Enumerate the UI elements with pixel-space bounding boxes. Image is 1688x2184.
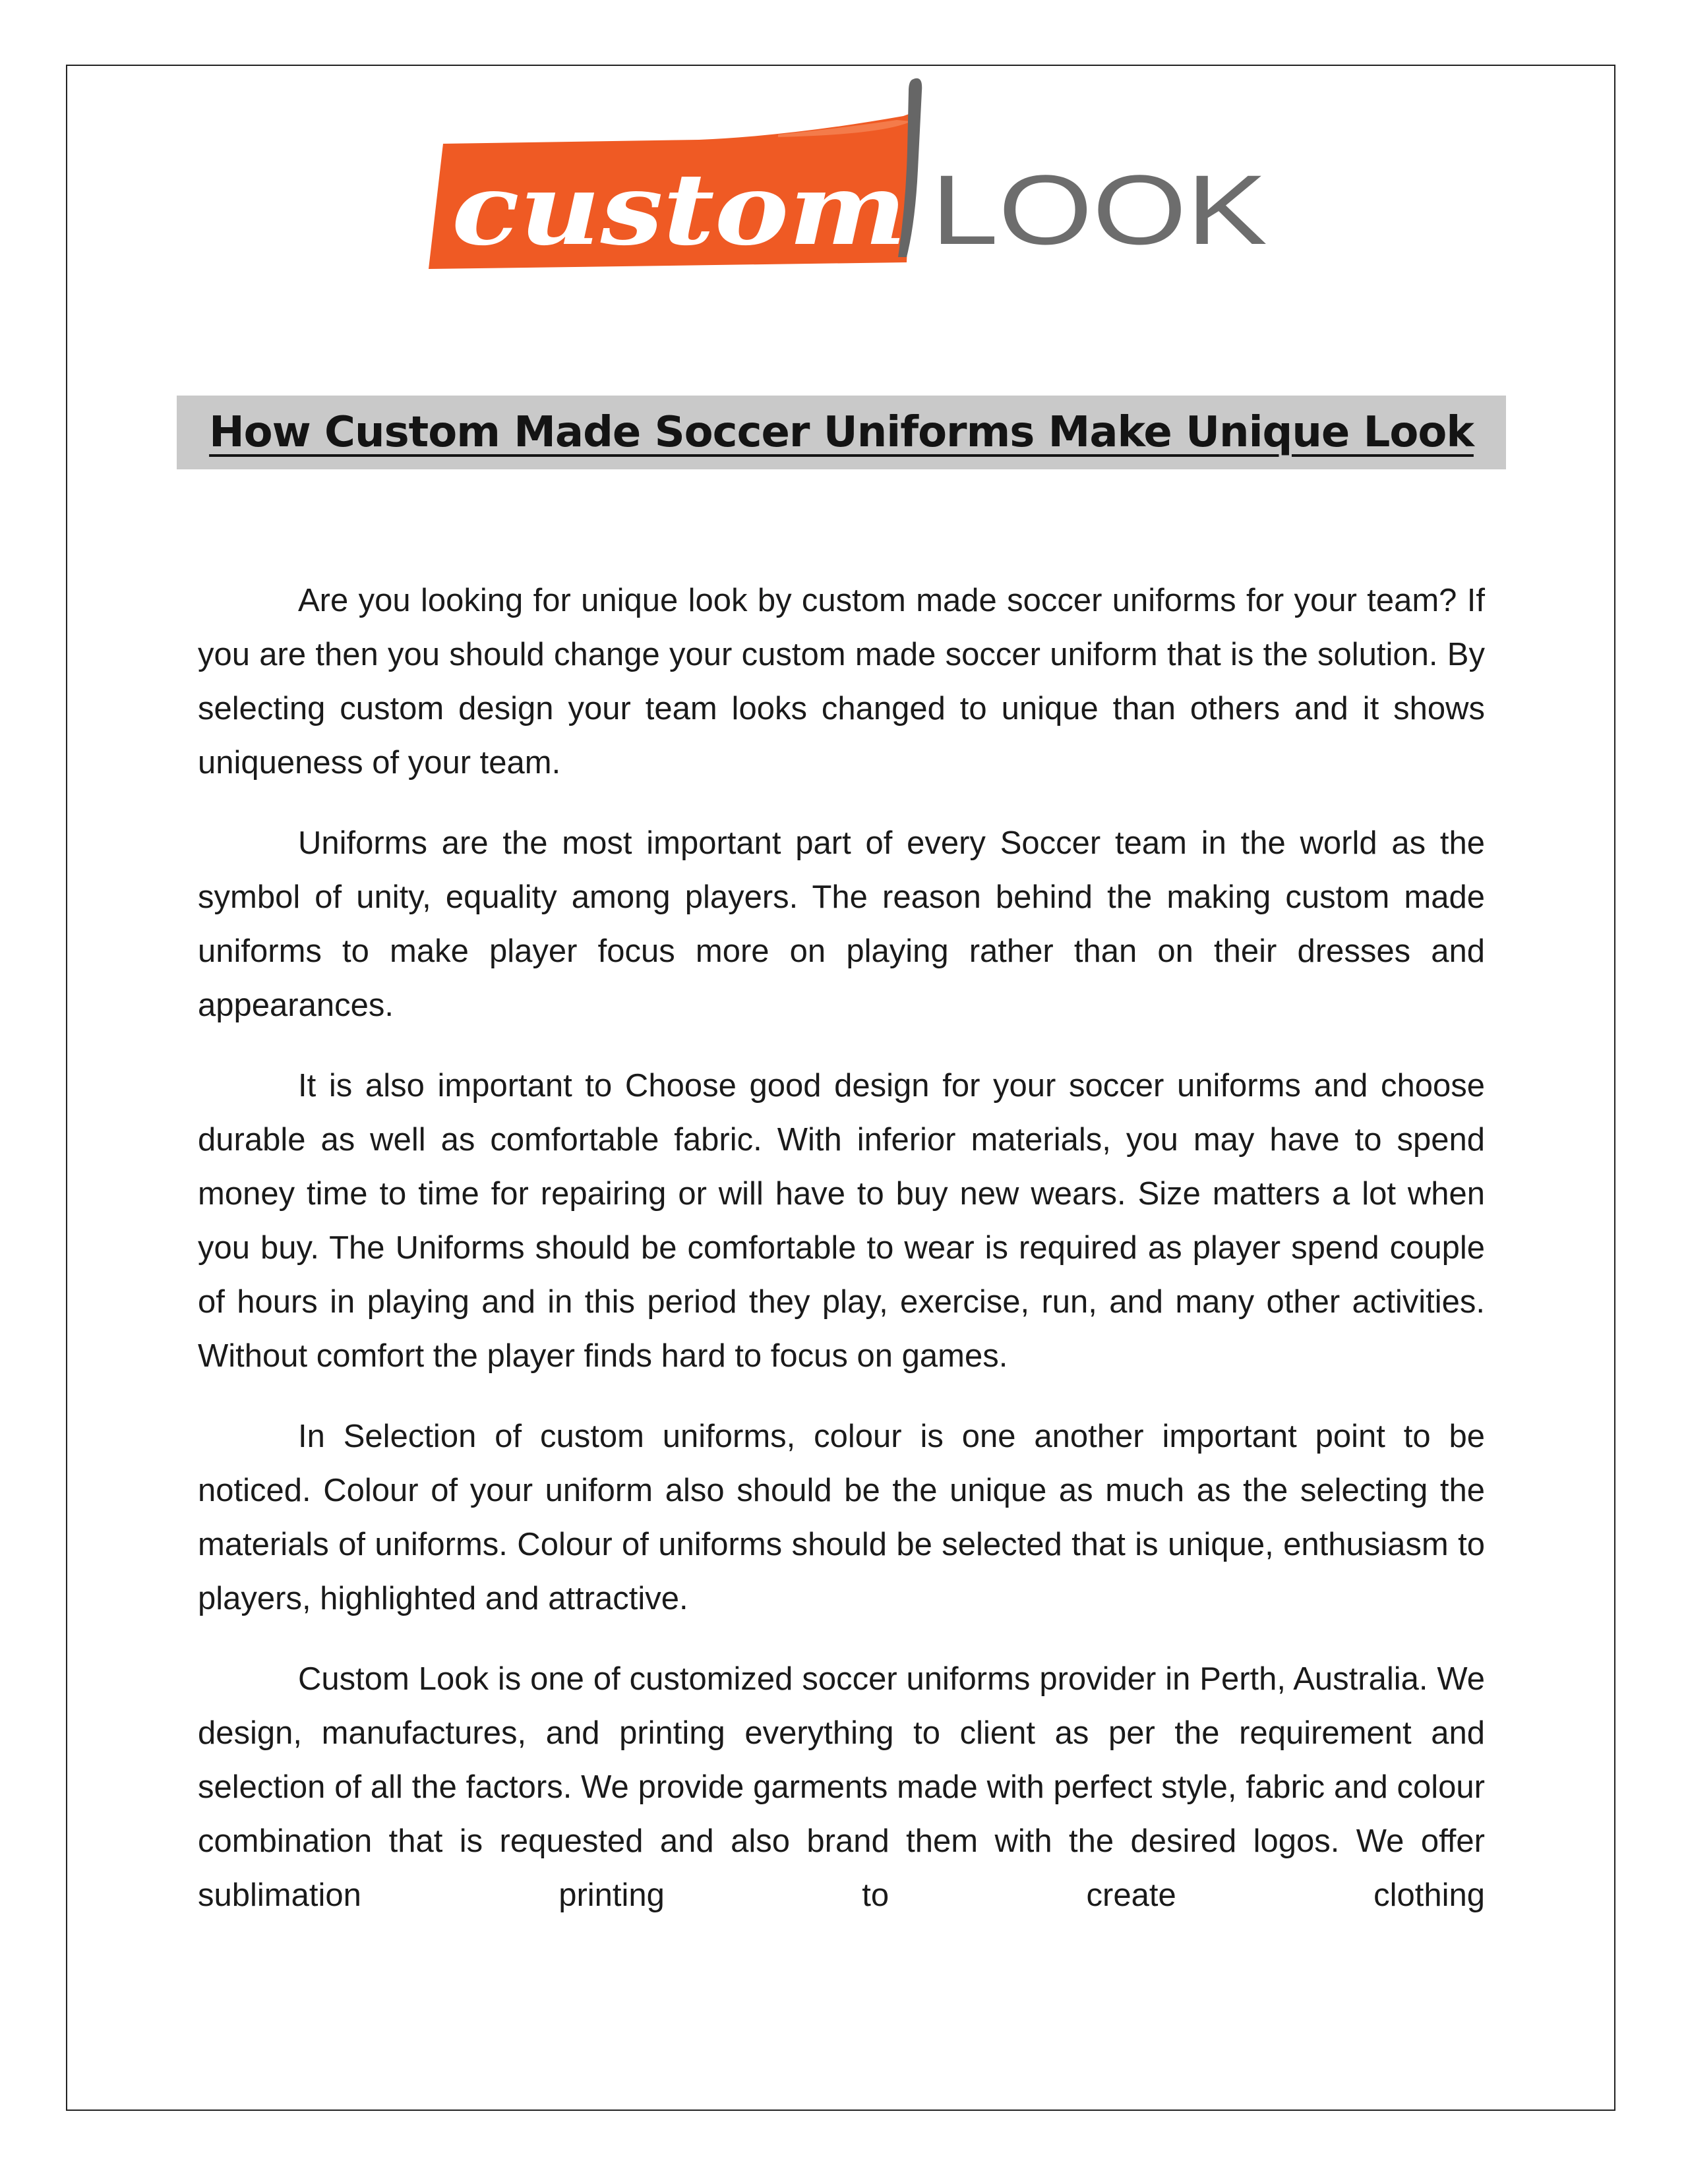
paragraph-intro: Are you looking for unique look by custom made soccer uniforms for your team? If you are then you should change your custom made soccer uniform that is the solution. By selecting custom design your team looks changed to unique than others and it shows uniqueness of your team.: [198, 583, 1485, 781]
title-highlight: [177, 396, 1506, 469]
logo-word-custom: custom: [452, 152, 907, 268]
logo-graphic: [422, 71, 1273, 282]
article-body: [198, 574, 1485, 1949]
logo-word-look: LOOK: [931, 154, 1267, 265]
paragraph-company: Custom Look is one of customized soccer uniforms provider in Perth, Australia. We design, manufactures, and printing everything to client as per the requirement and selection of all the factors. We provide garments made with perfect style, fabric and colour combination that is requested and also brand them with the desired logos. We offer sublimation printing to create clothing: [198, 1661, 1485, 1913]
paragraph-colour: In Selection of custom uniforms, colour is one another important point to be noticed. Colour of your uniform also should be the unique as much as the selecting the materials of uniforms. Colour of uniforms should be selected that is unique, enthusiasm to players, highlighted and attractive.: [198, 1419, 1485, 1616]
custom-look-logo: [422, 71, 1273, 282]
article-title: How Custom Made Soccer Uniforms Make Unique Look: [209, 408, 1474, 457]
paragraph-importance: Uniforms are the most important part of every Soccer team in the world as the symbol of unity, equality among players. The reason behind the making custom made uniforms to make player focus more on playing rather than on their dresses and appearances.: [198, 825, 1485, 1023]
paragraph-design-fabric: It is also important to Choose good design for your soccer uniforms and choose durable as well as comfortable fabric. With inferior materials, you may have to spend money time to time for repairing or will have to buy new wears. Size matters a lot when you buy. The Uniforms should be comfortable to wear is required as player spend couple of hours in playing and in this period they play, exercise, run, and many other activities. Without comfort the player finds hard to focus on games.: [198, 1068, 1485, 1374]
